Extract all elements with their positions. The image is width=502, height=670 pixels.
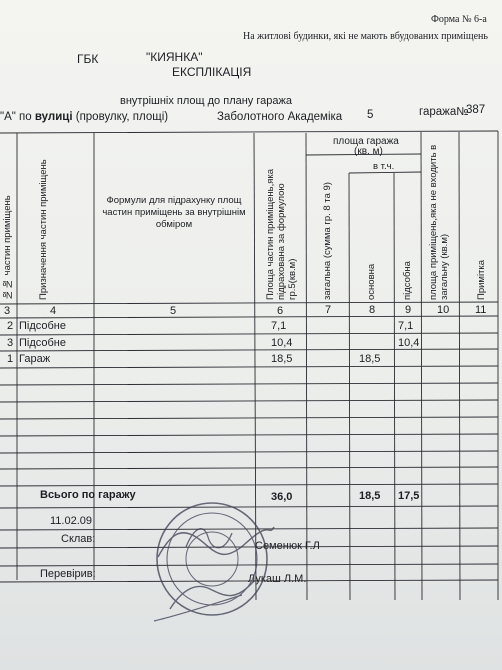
street-name: Заболотного Академіка	[217, 111, 343, 123]
col-number: 6	[277, 305, 284, 317]
row-purpose: Підсобне	[19, 320, 67, 332]
col-number: 5	[170, 305, 177, 317]
row-no: 2	[7, 320, 14, 332]
checked-name: Лукаш Л.М.	[248, 573, 307, 585]
row-no: 3	[7, 337, 14, 349]
col-number: 9	[405, 304, 412, 316]
totals-main: 18,5	[359, 490, 381, 502]
row-aux: 10,4	[398, 337, 420, 349]
row-main: 18,5	[359, 353, 381, 365]
header-no: №№ частин приміщень	[2, 195, 13, 300]
document-date: 11.02.09	[50, 515, 93, 527]
header-purpose: Призначення частин приміщень	[38, 159, 49, 300]
col-number: 8	[369, 304, 376, 316]
header-incl: в т.ч.	[373, 161, 395, 172]
totals-aux: 17,5	[398, 490, 420, 502]
row-purpose: Підсобне	[19, 337, 67, 349]
header-main: основна	[366, 263, 377, 300]
org-name: "КИЯНКА"	[146, 50, 203, 64]
header-excluded: площа приміщень,яка не входить в загальну (кв.м)	[428, 144, 450, 300]
row-area: 18,5	[271, 353, 293, 365]
totals-area: 36,0	[271, 491, 293, 503]
col-number: 7	[325, 304, 332, 316]
header-area-calc: Площа частин приміщень,яка підрахована за формулою гр.5(кв.м)	[265, 168, 298, 300]
totals-label: Всього по гаражу	[40, 489, 136, 501]
garage-label: гаража№	[419, 106, 469, 118]
org-label: ГБК	[77, 52, 99, 66]
compiled-label: Склав:	[61, 533, 96, 545]
col-number: 3	[4, 305, 11, 317]
address-street-rest: (провулку, площі)	[75, 111, 169, 123]
col-number: 4	[50, 305, 57, 317]
header-garage-area-units: (кв. м)	[354, 146, 383, 157]
house-number: 5	[367, 109, 374, 121]
row-area: 10,4	[271, 337, 293, 349]
form-number: Форма № 6-а	[431, 14, 487, 25]
address-street-word: вулиці	[34, 111, 73, 123]
row-no: 1	[7, 353, 14, 365]
header-note: Примітка	[476, 259, 487, 300]
col-number: 11	[475, 304, 487, 316]
header-aux: підсобна	[402, 261, 413, 300]
address-prefix: "А" по	[0, 111, 32, 123]
header-garage-area: площа гаража	[333, 136, 399, 147]
header-total: загальна (сумма гр. 8 та 9)	[322, 182, 333, 300]
header-formulas: Формули для підрахунку площ частин приміщень за внутрішнім обміром	[102, 195, 246, 230]
checked-label: Перевірив:	[40, 568, 96, 580]
row-area: 7,1	[271, 320, 287, 332]
garage-number: 387	[466, 104, 486, 116]
form-note: На житлові будинки, які не мають вбудованих приміщень	[243, 31, 488, 42]
document-title: ЕКСПЛІКАЦІЯ	[172, 65, 252, 79]
compiled-name: Семенюк Г.Л	[255, 540, 320, 552]
official-stamp	[150, 497, 280, 625]
row-aux: 7,1	[398, 320, 414, 332]
col-number: 10	[437, 304, 450, 316]
row-purpose: Гараж	[19, 353, 51, 365]
document-subtitle: внутрішніх площ до плану гаража	[120, 95, 292, 107]
